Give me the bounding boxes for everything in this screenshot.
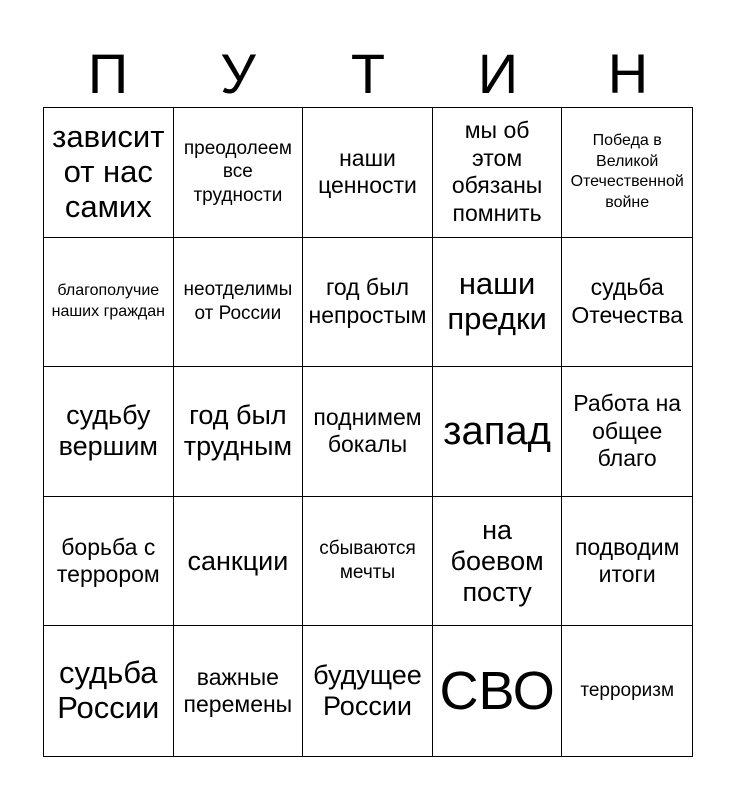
bingo-cell[interactable]: Работа на общее благо	[562, 367, 692, 497]
bingo-cell[interactable]: мы об этом обязаны помнить	[433, 108, 563, 238]
bingo-cell[interactable]: терроризм	[580, 680, 675, 702]
bingo-cell[interactable]: преодолеем все трудности	[174, 108, 304, 238]
bingo-cell[interactable]: зависит от нас самих	[44, 108, 174, 238]
header-letter-3: Т	[350, 42, 386, 105]
bingo-cell[interactable]: неотделимы от России	[174, 238, 304, 368]
bingo-cell[interactable]: наши предки	[433, 238, 563, 368]
bingo-header	[43, 40, 693, 108]
bingo-cell[interactable]: важные перемены	[174, 626, 304, 756]
bingo-cell[interactable]: судьба России	[44, 626, 174, 756]
header-letter-2: У	[220, 42, 256, 105]
bingo-cell[interactable]: санкции	[174, 497, 304, 627]
bingo-cell[interactable]: год был непростым	[303, 238, 433, 368]
bingo-cell[interactable]: наши ценности	[303, 108, 433, 238]
bingo-cell[interactable]: борьба с террором	[44, 497, 174, 627]
bingo-cell[interactable]: СВО	[433, 626, 563, 756]
bingo-cell[interactable]: будущее России	[303, 626, 433, 756]
bingo-cell[interactable]: благополучие наших граждан	[44, 238, 174, 368]
header-letter-4: И	[477, 42, 519, 105]
header-letter-5: Н	[607, 42, 649, 105]
bingo-cell[interactable]: запад	[433, 367, 563, 497]
header-letter-1: П	[87, 42, 129, 105]
bingo-cell[interactable]: год был трудным	[174, 367, 304, 497]
bingo-cell[interactable]: судьба Отечества	[562, 238, 692, 368]
bingo-cell[interactable]: Победа в Великой Отечественной войне	[562, 108, 692, 238]
bingo-cell[interactable]: поднимем бокалы	[303, 367, 433, 497]
bingo-cell[interactable]: на боевом посту	[433, 497, 563, 627]
bingo-cell[interactable]: подводим итоги	[562, 497, 692, 627]
bingo-grid	[43, 107, 693, 757]
bingo-cell[interactable]: судьбу вершим	[44, 367, 174, 497]
bingo-cell[interactable]: сбываются мечты	[303, 497, 433, 627]
